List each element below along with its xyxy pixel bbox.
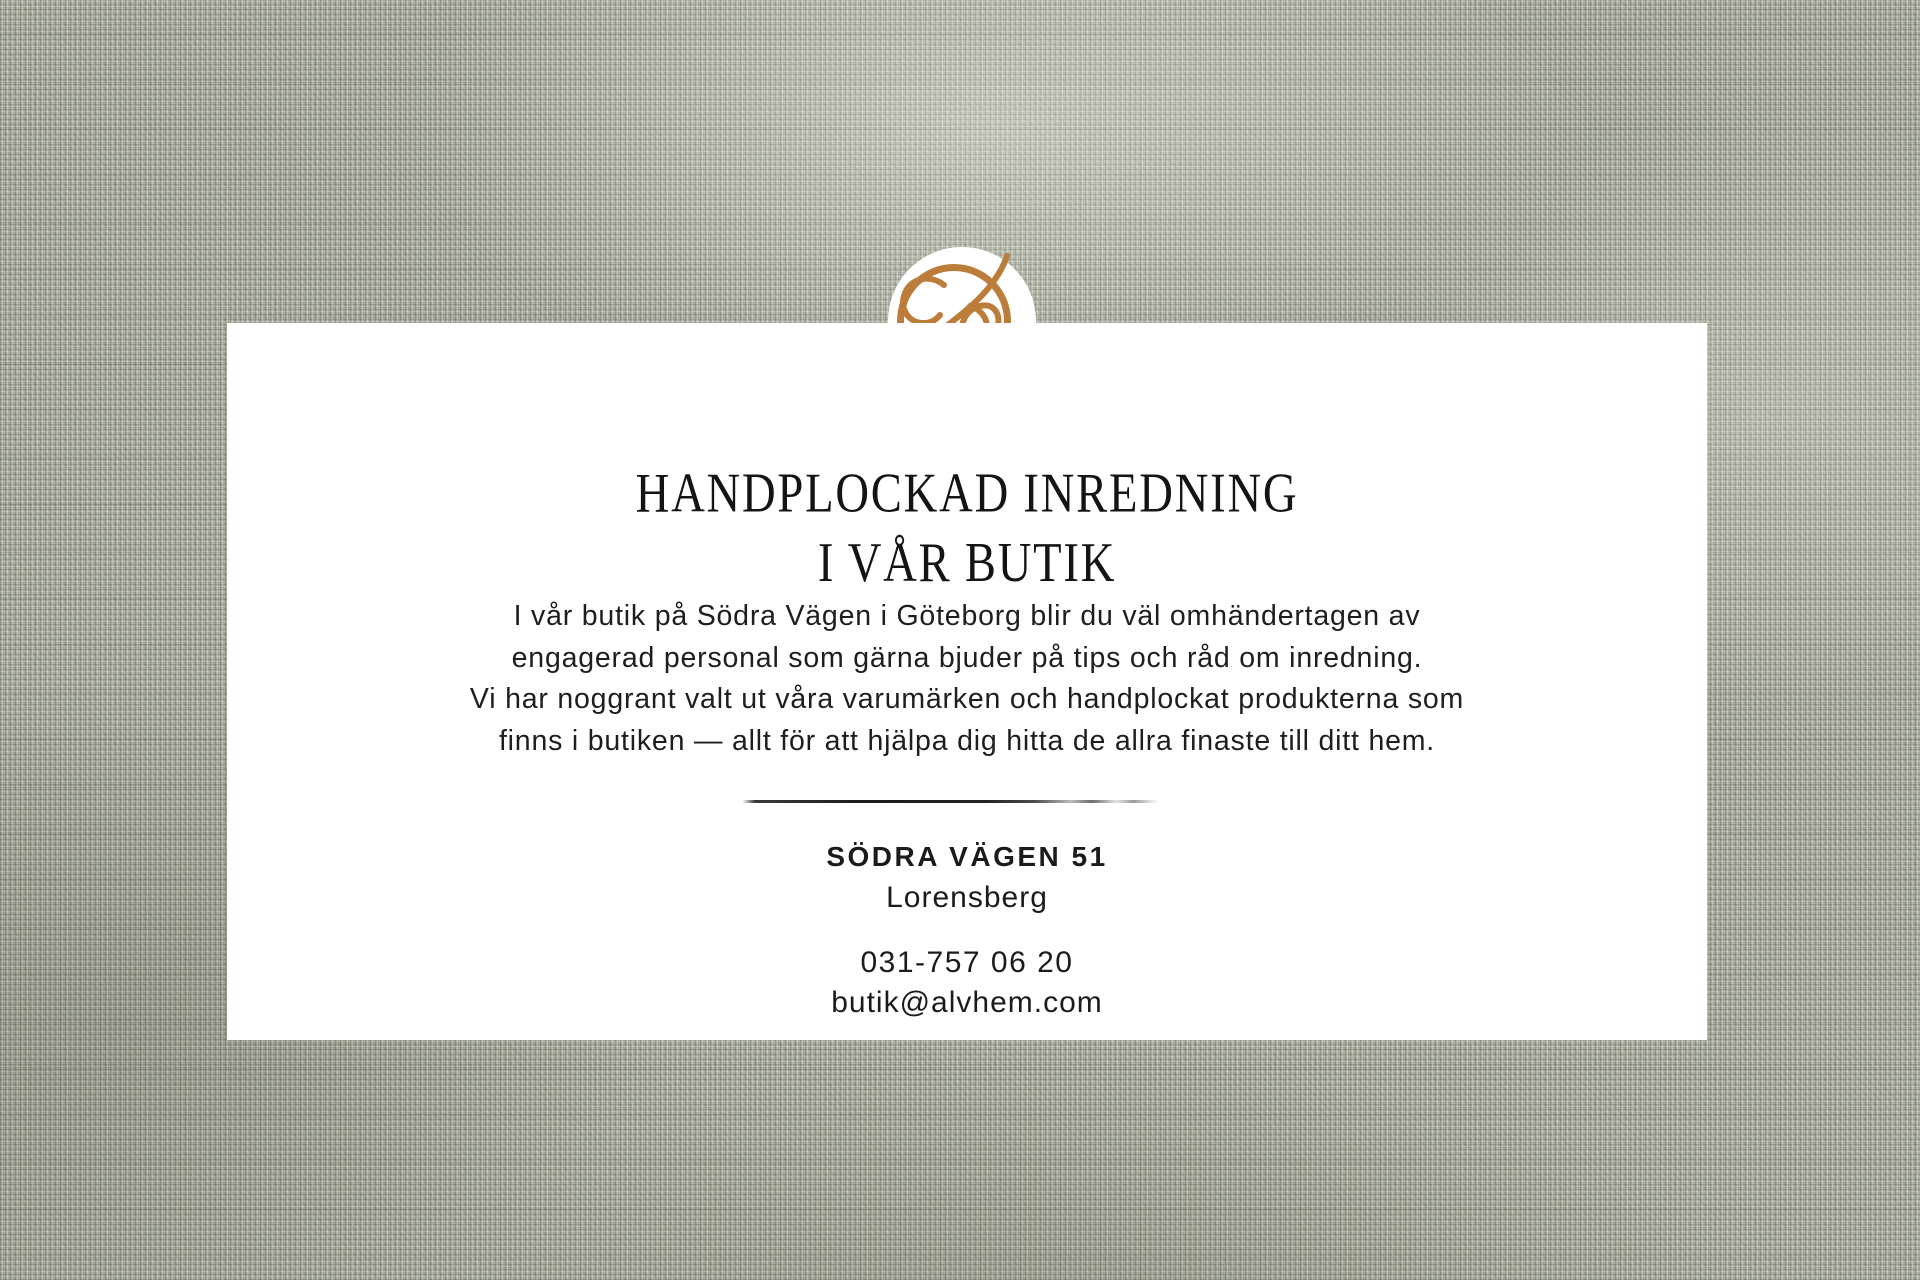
district-name: Lorensberg (886, 881, 1048, 914)
email-address: butik@alvhem.com (831, 986, 1103, 1019)
headline-line-2: I VÅR BUTIK (817, 532, 1117, 593)
info-card (227, 323, 1707, 1040)
paragraph-line: Vi har noggrant valt ut våra varumärken och handplockat produkterna som (469, 683, 1465, 715)
paragraph-line: finns i butiken — allt för att hjälpa dig hitta de allra finaste till ditt hem. (498, 724, 1436, 757)
street-address: SÖDRA VÄGEN 51 (826, 841, 1108, 872)
paragraph-line: I vår butik på Södra Vägen i Göteborg blir du väl omhändertagen av (513, 600, 1421, 632)
intro-paragraph (227, 596, 1707, 762)
paragraph-line: engagerad personal som gärna bjuder på tips och råd om inredning. (511, 641, 1423, 674)
phone-number: 031-757 06 20 (860, 946, 1074, 979)
page-title (316, 459, 1618, 598)
headline-line-1: HANDPLOCKAD INREDNING (635, 462, 1299, 524)
brush-divider (742, 800, 1158, 803)
